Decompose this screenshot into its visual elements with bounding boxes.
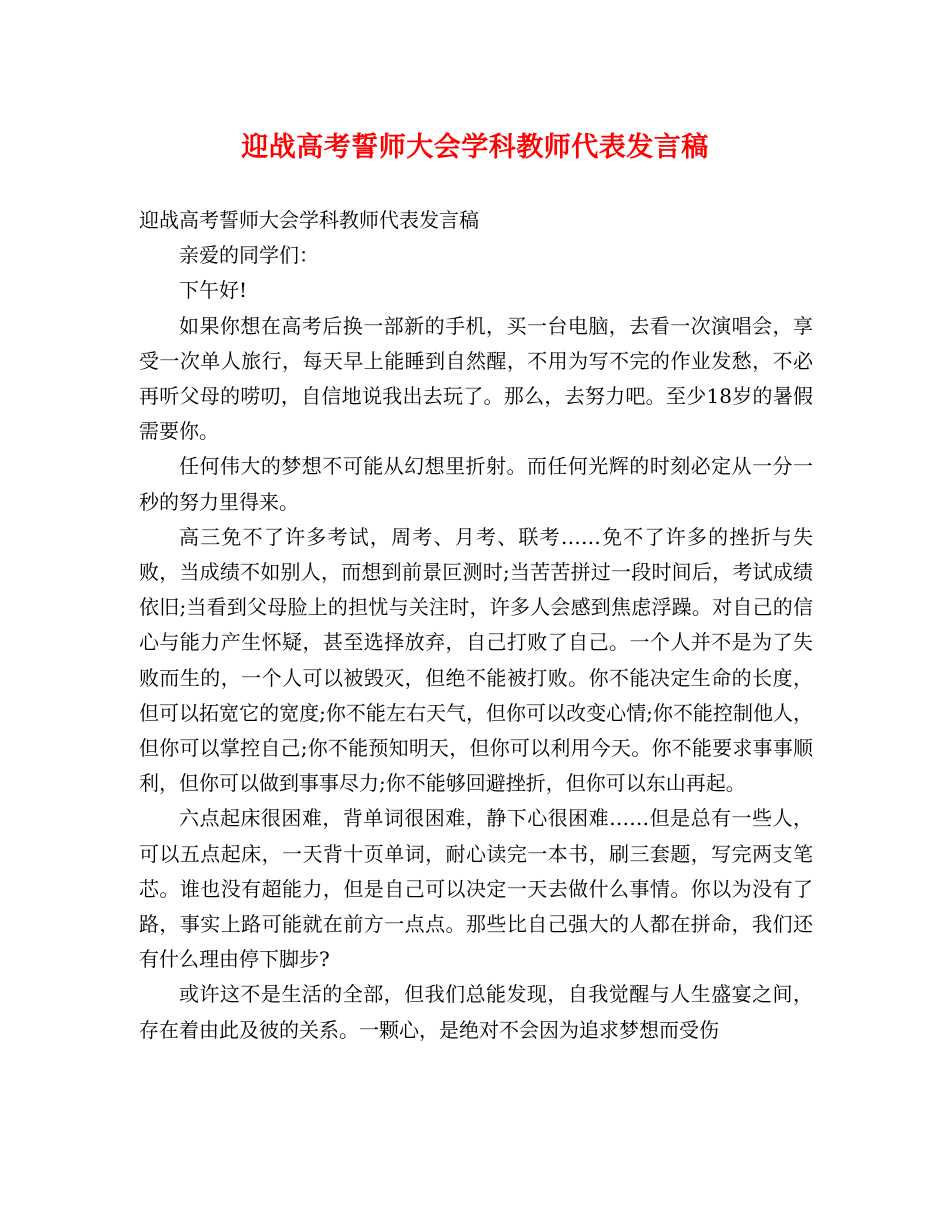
paragraph: 如果你想在高考后换一部新的手机，买一台电脑，去看一次演唱会，享受一次单人旅行，每天早上能睡到自然醒，不用为写不完的作业发愁，不必再听父母的唠叨，自信地说我出去玩了。那么，去努力吧。至少18岁的暑假需要你。 (139, 313, 813, 444)
paragraph: 或许这不是生活的全部，但我们总能发现，自我觉醒与人生盛宴之间，存在着由此及彼的关系。一颗心，是绝对不会因为追求梦想而受伤 (139, 982, 813, 1042)
paragraph: 高三免不了许多考试，周考、月考、联考……免不了许多的挫折与失败，当成绩不如别人，而想到前景叵测时;当苦苦拼过一段时间后，考试成绩依旧;当看到父母脸上的担忧与关注时，许多人会感到焦虑浮躁。对自己的信心与能力产生怀疑，甚至选择放弃，自己打败了自己。一个人并不是为了失败而生的，一个人可以被毁灭，但绝不能被打败。你不能决定生命的长度，但可以拓宽它的宽度;你不能左右天气，但你可以改变心情;你不能控制他人，但你可以掌控自己;你不能预知明天，但你可以利用今天。你不能要求事事顺利，但你可以做到事事尽力;你不能够回避挫折，但你可以东山再起。 (139, 524, 813, 796)
paragraph-heading: 迎战高考誓师大会学科教师代表发言稿 (139, 208, 479, 232)
document-title: 迎战高考誓师大会学科教师代表发言稿 (241, 132, 709, 163)
paragraph: 六点起床很困难，背单词很困难，静下心很困难……但是总有一些人，可以五点起床，一天背十页单词，耐心读完一本书，刷三套题，写完两支笔芯。谁也没有超能力，但是自己可以决定一天去做什么事情。你以为没有了路，事实上路可能就在前方一点点。那些比自己强大的人都在拼命，我们还有什么理由停下脚步? (139, 806, 813, 972)
document-body (139, 203, 813, 1048)
paragraph-greeting: 亲爱的同学们： (179, 243, 319, 268)
paragraph: 任何伟大的梦想不可能从幻想里折射。而任何光辉的时刻必定从一分一秒的努力里得来。 (139, 454, 813, 514)
paragraph-salutation: 下午好! (179, 278, 248, 303)
